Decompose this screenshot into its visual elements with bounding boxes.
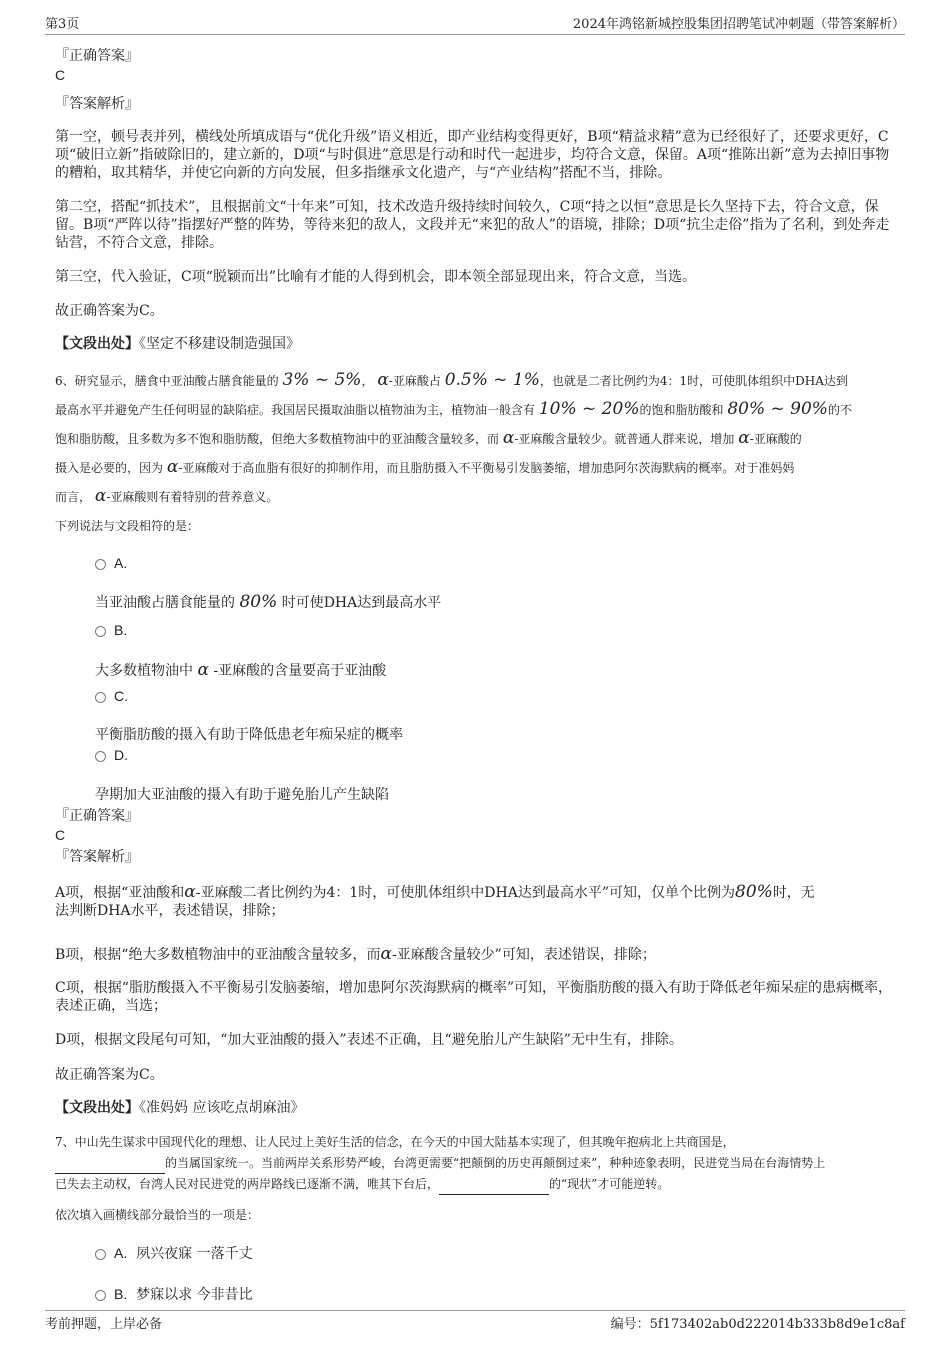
q6-conclusion: 故正确答案为C。 bbox=[55, 1067, 164, 1083]
q5-answer: C bbox=[55, 67, 66, 83]
q6-option-d-text: 孕期加大亚油酸的摄入有助于避免胎儿产生缺陷 bbox=[95, 787, 389, 803]
math-range: 10% ~ 20% bbox=[538, 399, 640, 419]
math-range: 3% ~ 5% bbox=[282, 370, 362, 390]
document-id: 编号：5f173402ab0d222014b333b8d9e1c8af bbox=[610, 1316, 905, 1332]
q6-line-4: 摄入是必要的，因为 α-亚麻酸对于高血脂有很好的抑制作用，而且脂肪摄入不平衡易引发脑萎缩，增加患阿尔茨海默病的概率。对于准妈妈 bbox=[55, 457, 795, 477]
q5-source bbox=[55, 335, 895, 353]
q6-option-d[interactable]: D. bbox=[95, 747, 128, 764]
q6-option-a[interactable]: A. bbox=[95, 555, 127, 572]
q5-analysis-para2: 第二空，搭配“抓技术”，且根据前文“十年来”可知，技术改造升级持续时间较久，C项“持之以恒”意思是长久坚持下去，符合文意，保留。B项“严阵以待”指摆好严整的阵势，等待来犯的敌人，文段并无“来犯的敌人”的语境，排除；D项“抗尘走俗”指为了名利，到处奔走钻营，不符合文意，排除。 bbox=[55, 199, 890, 251]
alpha-symbol: α bbox=[738, 428, 750, 448]
q5-analysis-label: 『答案解析』 bbox=[55, 96, 139, 112]
radio-button[interactable] bbox=[95, 1290, 106, 1301]
alpha-symbol: α bbox=[94, 486, 107, 506]
page-header bbox=[45, 10, 905, 35]
q6-analysis-a: A项，根据“亚油酸和α-亚麻酸二者比例约为4：1时，可使肌体组织中DHA达到最高水平”可知，仅单个比例为80%时，无 法判断DHA水平，表述错误，排除； bbox=[55, 882, 815, 919]
q5-answer-label: 『正确答案』 bbox=[55, 48, 139, 64]
q5-conclusion: 故正确答案为C。 bbox=[55, 303, 164, 319]
q6-passage bbox=[55, 370, 895, 508]
radio-button[interactable] bbox=[95, 626, 106, 637]
q6-line-3: 饱和脂肪酸，且多数为多不饱和脂肪酸，但绝大多数植物油中的亚油酸含量较多，而 α-亚麻酸含量较少。就普通人群来说，增加 α-亚麻酸的 bbox=[55, 428, 802, 448]
source-title: 《准妈妈 应该吃点胡麻油》 bbox=[139, 1100, 305, 1116]
alpha-symbol: α bbox=[502, 428, 515, 448]
q6-analysis-c: C项，根据“脂肪酸摄入不平衡易引发脑萎缩，增加患阿尔茨海默病的概率”可知，平衡脂肪酸的摄入有助于降低老年痴呆症的患病概率，表述正确，当选； bbox=[55, 980, 893, 1014]
document-title: 2024年鸿铭新城控股集团招聘笔试冲刺题（带答案解析） bbox=[572, 17, 905, 32]
fill-blank bbox=[439, 1182, 549, 1195]
radio-button[interactable] bbox=[95, 559, 106, 570]
source-label: 【文段出处】 bbox=[55, 336, 139, 352]
q7-option-a[interactable]: A. 夙兴夜寐 一落千丈 bbox=[95, 1243, 253, 1263]
q6-analysis-d: D项，根据文段尾句可知，“加大亚油酸的摄入”表述不正确，且“避免胎儿产生缺陷”无中生有，排除。 bbox=[55, 1032, 683, 1048]
fill-blank bbox=[55, 1161, 165, 1174]
source-title: 《坚定不移建设制造强国》 bbox=[139, 336, 300, 352]
source-label: 【文段出处】 bbox=[55, 1100, 139, 1116]
q6-analysis-label: 『答案解析』 bbox=[55, 849, 139, 865]
q5-analysis-para3: 第三空，代入验证，C项“脱颖而出”比喻有才能的人得到机会，即本领全部显现出来，符合文意，当选。 bbox=[55, 269, 697, 285]
math-range: 0.5% ~ 1% bbox=[444, 370, 540, 390]
page-number: 第3页 bbox=[45, 17, 80, 32]
q5-analysis-para1: 第一空，顿号表并列，横线处所填成语与“优化升级”语义相近，即产业结构变得更好，B项“精益求精”意为已经很好了，还要求更好，C项“破旧立新”指破除旧的，建立新的，D项“与时俱进”意思是行动和时代一起进步，均符合文意，保留。A项“推陈出新”意为去掉旧事物的糟粕，取其精华，并使它向新的方向发展，但多指继承文化遗产，与“产业结构”搭配不当，排除。 bbox=[55, 129, 890, 181]
q6-answer-label: 『正确答案』 bbox=[55, 808, 139, 824]
math-range: 80% ~ 90% bbox=[727, 399, 828, 419]
q6-line-2: 最高水平并避免产生任何明显的缺陷症。我国居民摄取油脂以植物油为主，植物油一般含有 10% ~ 20%的饱和脂肪酸和 80% ~ 90%的不 bbox=[55, 399, 852, 419]
q6-option-a-text: 当亚油酸占膳食能量的 80% 时可使DHA达到最高水平 bbox=[95, 592, 442, 612]
q6-source bbox=[55, 1099, 895, 1117]
radio-button[interactable] bbox=[95, 692, 106, 703]
q6-answer: C bbox=[55, 827, 66, 843]
q6-line-1: 6、研究显示，膳食中亚油酸占膳食能量的 3% ~ 5%， α-亚麻酸占 0.5% ~ 1%，也就是二者比例约为4：1时，可使肌体组织中DHA达到 bbox=[55, 370, 848, 390]
q7-passage: 7、中山先生谋求中国现代化的理想、让人民过上美好生活的信念，在今天的中国大陆基本实现了，但其晚年抱病北上共商国是， 的当属国家统一。当前两岸关系形势严峻，台湾更需要“把颠倒的历史再颠倒过来”，种种迹象表明，民进党当局在台海情势上 已失去主动权，台湾人民对民进党的两岸路线已逐渐不满，唯其下台后， 的“现状”才可能逆转。 bbox=[55, 1132, 895, 1195]
footer-slogan: 考前押题，上岸必备 bbox=[45, 1316, 163, 1332]
q6-option-c[interactable]: C. bbox=[95, 688, 128, 705]
q7-option-b[interactable]: B. 梦寐以求 今非昔比 bbox=[95, 1284, 253, 1304]
q6-option-b-text: 大多数植物油中 α -亚麻酸的含量要高于亚油酸 bbox=[95, 660, 387, 680]
q7-prompt: 依次填入画横线部分最恰当的一项是： bbox=[55, 1208, 260, 1222]
page-footer bbox=[45, 1310, 905, 1333]
alpha-symbol: α bbox=[377, 370, 389, 390]
q6-line-5: 而言， α-亚麻酸则有着特别的营养意义。 bbox=[55, 486, 279, 506]
q6-option-b[interactable]: B. bbox=[95, 622, 127, 639]
q6-option-c-text: 平衡脂肪酸的摄入有助于降低患老年痴呆症的概率 bbox=[95, 727, 403, 743]
q6-prompt: 下列说法与文段相符的是： bbox=[55, 519, 200, 533]
radio-button[interactable] bbox=[95, 751, 106, 762]
radio-button[interactable] bbox=[95, 1249, 106, 1260]
q6-analysis-b: B项，根据“绝大多数植物油中的亚油酸含量较多，而α-亚麻酸含量较少”可知，表述错误，排除； bbox=[55, 944, 656, 964]
alpha-symbol: α bbox=[166, 457, 179, 477]
